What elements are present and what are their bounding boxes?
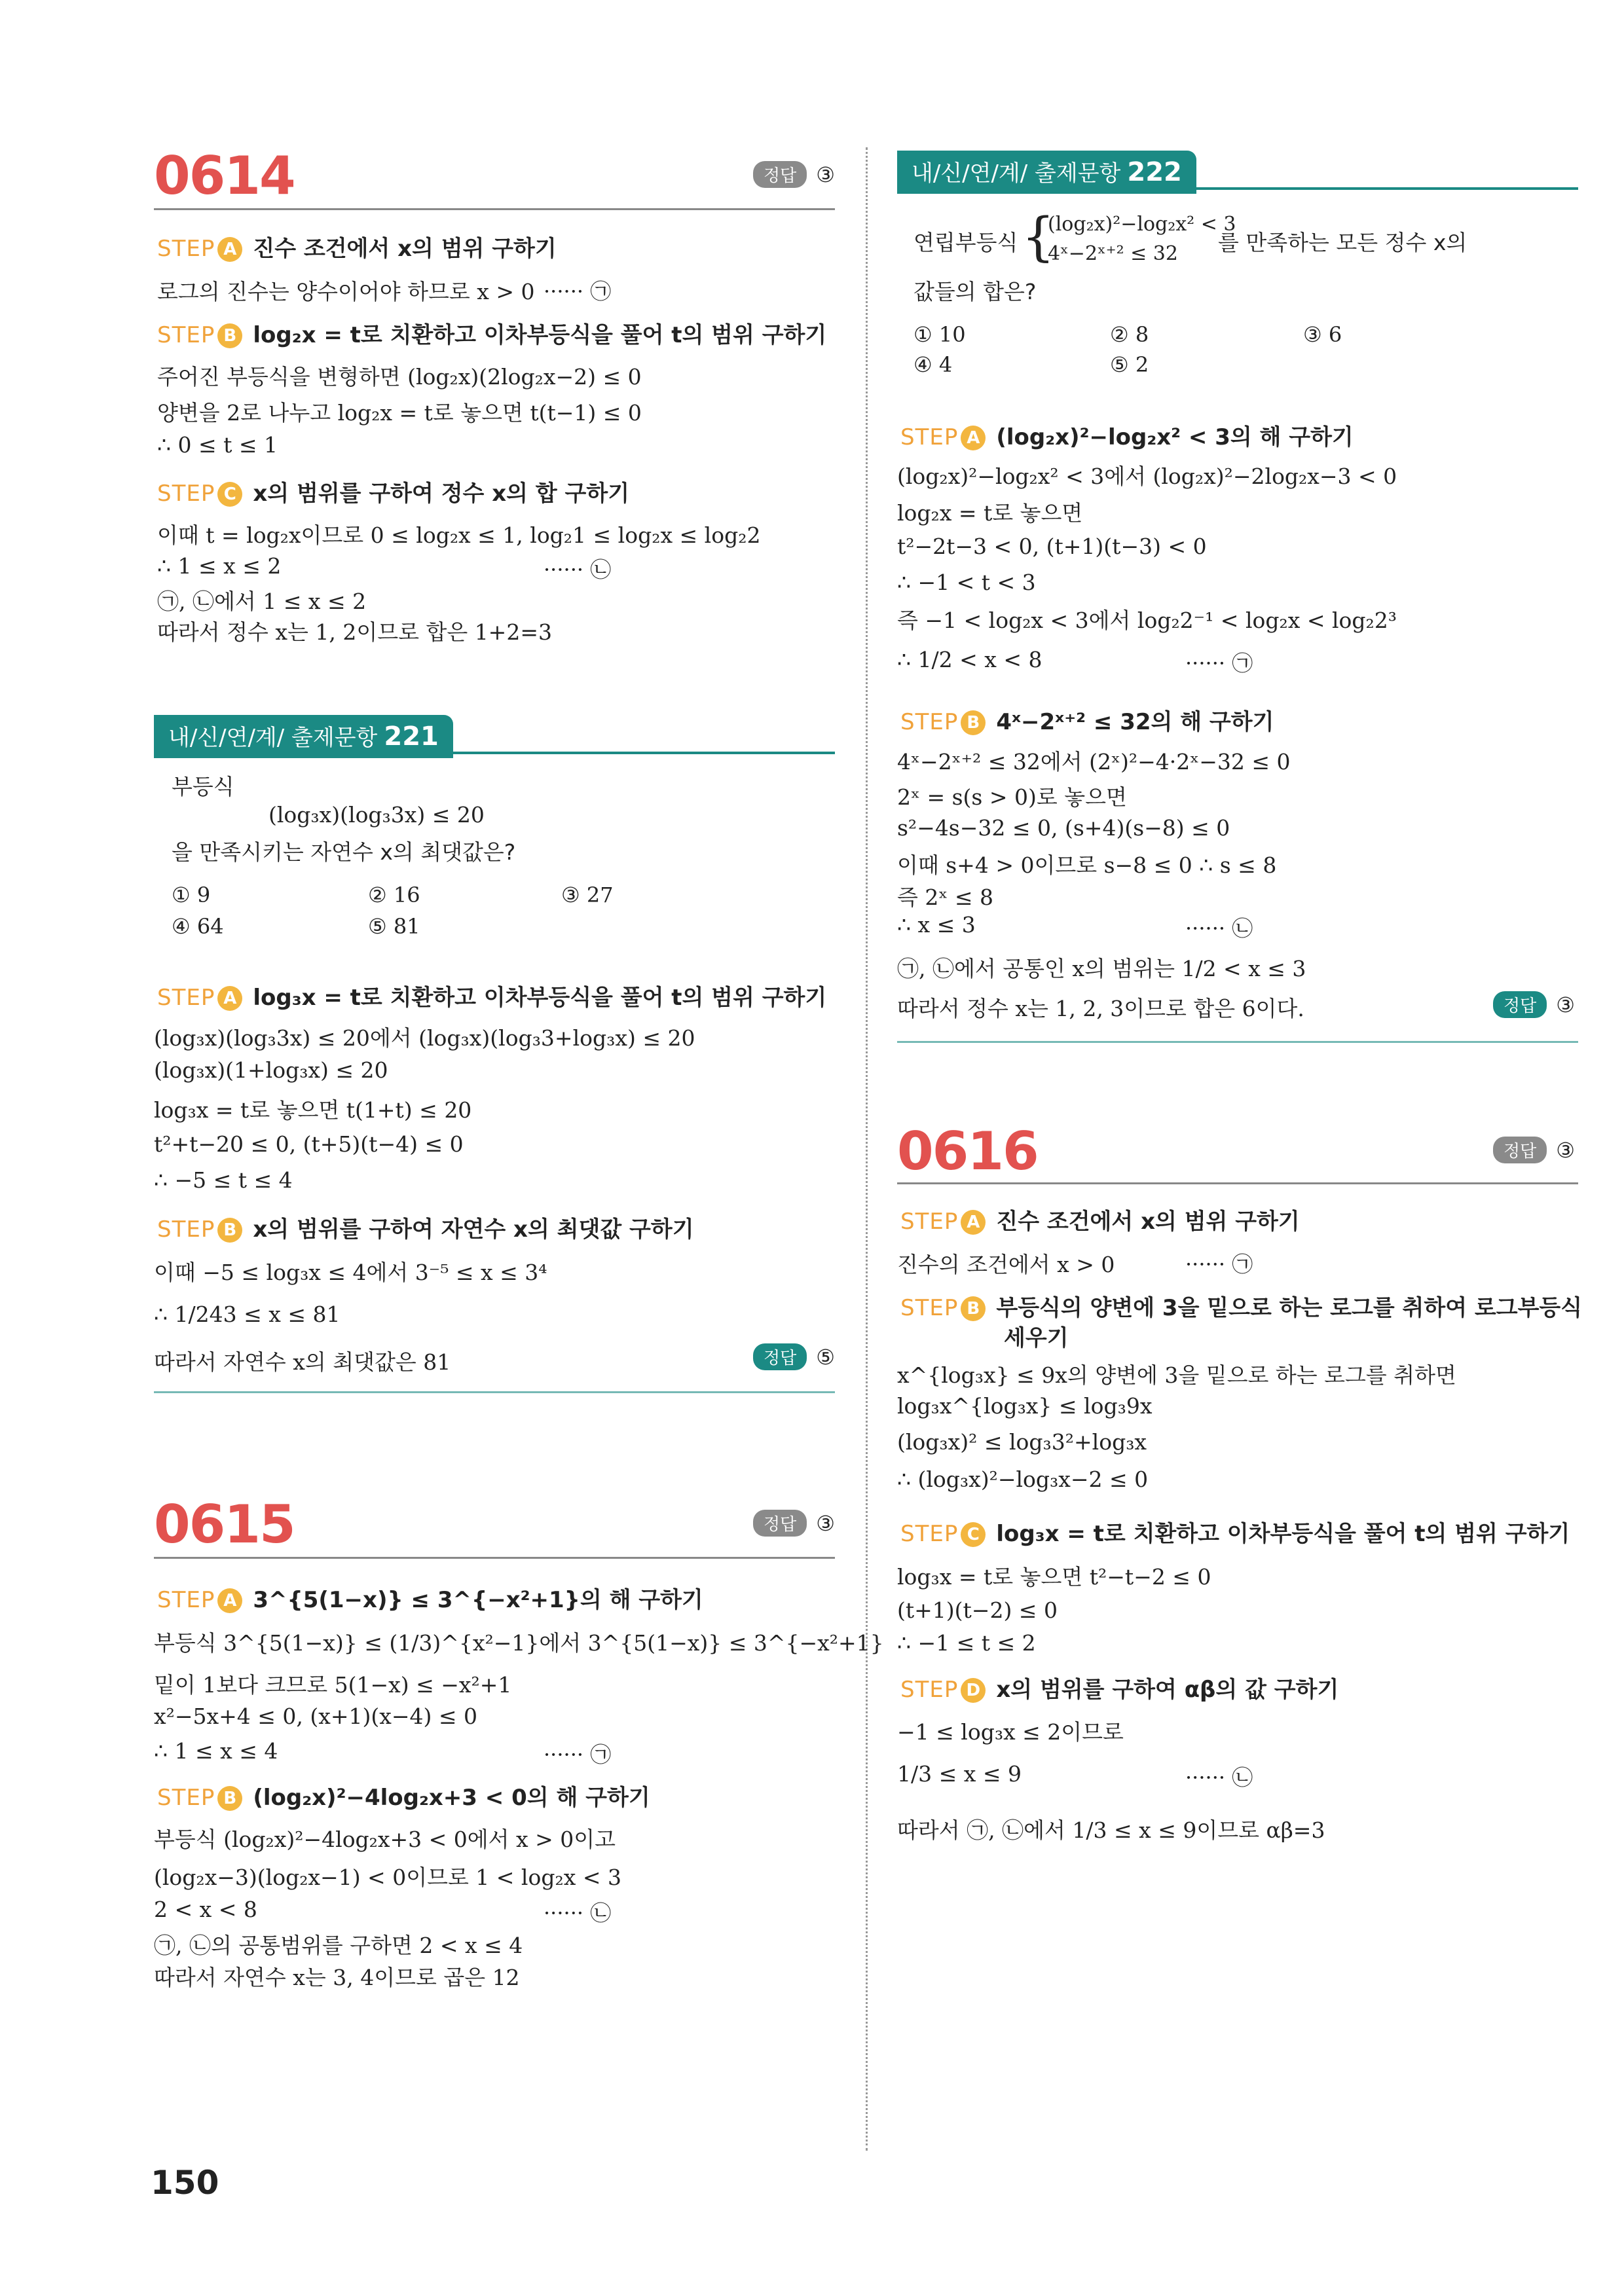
choice[interactable]: ① 9 xyxy=(172,883,211,907)
solution-line: log₃x = t로 놓으면 t(1+t) ≤ 20 xyxy=(154,1097,472,1123)
choice[interactable]: ② 8 xyxy=(1110,322,1149,347)
solution-line: 따라서 ㉠, ㉡에서 1/3 ≤ x ≤ 9이므로 αβ=3 xyxy=(897,1817,1325,1843)
step-a-heading: STEP A (log₂x)²−log₂x² < 3의 해 구하기 xyxy=(900,424,1354,450)
answer-badge: 정답 xyxy=(753,161,807,188)
equation-marker: ······ ㉡ xyxy=(544,1901,612,1925)
section-separator xyxy=(897,1041,1578,1043)
solution-line: ㉠, ㉡의 공통범위를 구하면 2 < x ≤ 4 xyxy=(154,1933,523,1958)
banner-rule xyxy=(1196,187,1578,190)
step-a-heading: STEP A 3^{5(1−x)} ≤ 3^{−x²+1}의 해 구하기 xyxy=(157,1587,703,1613)
step-c-heading: STEP C log₃x = t로 치환하고 이차부등식을 풀어 t의 범위 구하기 xyxy=(900,1521,1570,1547)
system-line-2: 4ˣ−2ˣ⁺² ≤ 32 xyxy=(1048,242,1178,265)
solution-line: 이때 −5 ≤ log₃x ≤ 4에서 3⁻⁵ ≤ x ≤ 3⁴ xyxy=(154,1260,547,1285)
problem-header-line xyxy=(154,208,835,210)
solution-line: 로그의 진수는 양수이어야 하므로 x > 0 xyxy=(157,279,535,304)
solution-line: (t+1)(t−2) ≤ 0 xyxy=(897,1597,1058,1623)
answer-badge: 정답 xyxy=(1493,1137,1547,1163)
equation-marker: ······ ㉠ xyxy=(1185,1252,1253,1277)
solution-line: s²−4s−32 ≤ 0, (s+4)(s−8) ≤ 0 xyxy=(897,815,1230,841)
step-c-heading: STEP C x의 범위를 구하여 정수 x의 합 구하기 xyxy=(157,481,630,507)
step-b-heading-cont: 세우기 xyxy=(1004,1325,1069,1351)
solution-line: (log₂x)²−log₂x² < 3에서 (log₂x)²−2log₂x−3 < 0 xyxy=(897,464,1397,489)
solution-line: ∴ 1/2 < x < 8 xyxy=(897,647,1043,672)
answer-tag xyxy=(753,1343,835,1370)
solution-line: ∴ 0 ≤ t ≤ 1 xyxy=(157,432,278,458)
question-text: 연립부등식 xyxy=(913,230,1018,255)
equation-marker: ······ ㉡ xyxy=(1185,1765,1253,1790)
choice[interactable]: ③ 27 xyxy=(561,883,614,907)
choice[interactable]: ④ 64 xyxy=(172,914,224,939)
solution-line: 1/3 ≤ x ≤ 9 xyxy=(897,1761,1022,1787)
solution-line: −1 ≤ log₃x ≤ 2이므로 xyxy=(897,1719,1124,1745)
solution-line: 4ˣ−2ˣ⁺² ≤ 32에서 (2ˣ)²−4·2ˣ−32 ≤ 0 xyxy=(897,749,1291,774)
solution-line: (log₃x)(log₃3x) ≤ 20에서 (log₃x)(log₃3+log₃x) ≤ 20 xyxy=(154,1025,695,1051)
system-line-1: (log₂x)²−log₂x² < 3 xyxy=(1048,213,1236,236)
linked-problem-banner xyxy=(897,151,1578,194)
choice[interactable]: ③ 6 xyxy=(1303,322,1342,347)
solution-line: ㉠, ㉡에서 1 ≤ x ≤ 2 xyxy=(157,589,367,614)
question-text: 를 만족하는 모든 정수 x의 xyxy=(1218,230,1467,255)
solution-line: (log₃x)² ≤ log₃3²+log₃x xyxy=(897,1429,1147,1455)
banner-rule xyxy=(453,752,835,754)
solution-line: t²+t−20 ≤ 0, (t+5)(t−4) ≤ 0 xyxy=(154,1131,464,1157)
question-formula: (log₃x)(log₃3x) ≤ 20 xyxy=(268,802,485,828)
solution-line: ∴ (log₃x)²−log₃x−2 ≤ 0 xyxy=(897,1467,1149,1492)
question-text: 값들의 합은? xyxy=(913,279,1037,304)
solution-line: ∴ −1 ≤ t ≤ 2 xyxy=(897,1630,1036,1656)
step-b-heading: STEP B x의 범위를 구하여 자연수 x의 최댓값 구하기 xyxy=(157,1216,694,1243)
choice[interactable]: ④ 4 xyxy=(913,352,953,377)
question-text: 을 만족시키는 자연수 x의 최댓값은? xyxy=(172,839,516,865)
problem-header-line xyxy=(897,1182,1578,1184)
answer-value: ③ xyxy=(816,162,835,187)
solution-line: ∴ x ≤ 3 xyxy=(897,912,976,938)
system-brace: { xyxy=(1022,206,1055,267)
solution-line: 2ˣ = s(s > 0)로 놓으면 xyxy=(897,784,1127,810)
step-b-heading: STEP B 4ˣ−2ˣ⁺² ≤ 32의 해 구하기 xyxy=(900,709,1274,735)
solution-line: log₃x = t로 놓으면 t²−t−2 ≤ 0 xyxy=(897,1564,1211,1590)
column-divider xyxy=(866,147,868,2151)
solution-line: ㉠, ㉡에서 공통인 x의 범위는 1/2 < x ≤ 3 xyxy=(897,956,1306,981)
solution-line: log₂x = t로 놓으면 xyxy=(897,500,1083,526)
solution-line: ∴ 1 ≤ x ≤ 4 xyxy=(154,1738,278,1764)
solution-line: 부등식 (log₂x)²−4log₂x+3 < 0에서 x > 0이고 xyxy=(154,1827,616,1852)
problem-number: 0615 xyxy=(154,1494,295,1555)
solution-line: ∴ 1 ≤ x ≤ 2 xyxy=(157,553,282,579)
solution-line: 밑이 1보다 크므로 5(1−x) ≤ −x²+1 xyxy=(154,1672,512,1698)
solution-line: 즉 −1 < log₂x < 3에서 log₂2⁻¹ < log₂x < log₂2³ xyxy=(897,608,1397,633)
solution-line: t²−2t−3 < 0, (t+1)(t−3) < 0 xyxy=(897,534,1207,559)
step-b-heading: STEP B (log₂x)²−4log₂x+3 < 0의 해 구하기 xyxy=(157,1785,650,1811)
solution-line: 양변을 2로 나누고 log₂x = t로 놓으면 t(t−1) ≤ 0 xyxy=(157,400,642,426)
banner-tab: 내/신/연/계/ 출제문항 222 xyxy=(897,151,1196,194)
solution-line: 부등식 3^{5(1−x)} ≤ (1/3)^{x²−1}에서 3^{5(1−x)} ≤ 3^{−x²+1} xyxy=(154,1630,884,1656)
choice[interactable]: ② 16 xyxy=(368,883,420,907)
solution-line: 따라서 자연수 x는 3, 4이므로 곱은 12 xyxy=(154,1965,520,1990)
section-separator xyxy=(154,1391,835,1393)
solution-line: 이때 t = log₂x이므로 0 ≤ log₂x ≤ 1, log₂1 ≤ log₂x ≤ log₂2 xyxy=(157,522,761,548)
answer-value: ③ xyxy=(1556,1137,1575,1163)
solution-line: 따라서 정수 x는 1, 2, 3이므로 합은 6이다. xyxy=(897,996,1304,1021)
solution-line: 이때 s+4 > 0이므로 s−8 ≤ 0 ∴ s ≤ 8 xyxy=(897,852,1277,878)
step-a-heading: STEP A 진수 조건에서 x의 범위 구하기 xyxy=(157,236,557,262)
solution-line: (log₂x−3)(log₂x−1) < 0이므로 1 < log₂x < 3 xyxy=(154,1865,621,1890)
answer-tag xyxy=(1493,1137,1575,1163)
solution-line: ∴ 1/243 ≤ x ≤ 81 xyxy=(154,1302,341,1327)
answer-value: ③ xyxy=(816,1510,835,1536)
solution-line: ∴ −1 < t < 3 xyxy=(897,570,1036,595)
banner-tab: 내/신/연/계/ 출제문항 221 xyxy=(154,715,453,758)
solution-line: 진수의 조건에서 x > 0 xyxy=(897,1252,1115,1277)
equation-marker: ······ ㉠ xyxy=(544,279,612,304)
solution-line: 따라서 자연수 x의 최댓값은 81 xyxy=(154,1349,451,1375)
answer-badge: 정답 xyxy=(1493,991,1547,1018)
solution-line: log₃x^{log₃x} ≤ log₃9x xyxy=(897,1393,1153,1419)
step-b-heading: STEP B 부등식의 양변에 3을 밑으로 하는 로그를 취하여 로그부등식 xyxy=(900,1295,1583,1321)
solution-line: 2 < x < 8 xyxy=(154,1897,257,1922)
equation-marker: ······ ㉠ xyxy=(544,1742,612,1767)
solution-line: (log₃x)(1+log₃x) ≤ 20 xyxy=(154,1057,388,1083)
step-b-heading: STEP B log₂x = t로 치환하고 이차부등식을 풀어 t의 범위 구하기 xyxy=(157,322,827,348)
answer-tag xyxy=(1493,991,1575,1018)
equation-marker: ······ ㉡ xyxy=(544,557,612,582)
problem-number: 0616 xyxy=(897,1121,1038,1182)
linked-problem-banner xyxy=(154,715,835,758)
answer-badge: 정답 xyxy=(753,1343,807,1370)
solution-line: x²−5x+4 ≤ 0, (x+1)(x−4) ≤ 0 xyxy=(154,1704,477,1729)
answer-value: ③ xyxy=(1556,992,1575,1017)
step-a-heading: STEP A 진수 조건에서 x의 범위 구하기 xyxy=(900,1209,1300,1235)
choice[interactable]: ⑤ 2 xyxy=(1110,352,1149,377)
step-a-heading: STEP A log₃x = t로 치환하고 이차부등식을 풀어 t의 범위 구하기 xyxy=(157,985,827,1011)
problem-number: 0614 xyxy=(154,145,295,206)
choice[interactable]: ① 10 xyxy=(913,322,966,347)
solution-line: 따라서 정수 x는 1, 2이므로 합은 1+2=3 xyxy=(157,619,552,645)
answer-value: ⑤ xyxy=(816,1344,835,1370)
question-text: 부등식 xyxy=(172,774,234,799)
problem-header-line xyxy=(154,1557,835,1559)
solution-line: x^{log₃x} ≤ 9x의 양변에 3을 밑으로 하는 로그를 취하면 xyxy=(897,1362,1456,1388)
equation-marker: ······ ㉠ xyxy=(1185,651,1253,676)
step-d-heading: STEP D x의 범위를 구하여 αβ의 값 구하기 xyxy=(900,1677,1339,1703)
solution-line: 주어진 부등식을 변형하면 (log₂x)(2log₂x−2) ≤ 0 xyxy=(157,364,642,390)
answer-badge: 정답 xyxy=(753,1510,807,1537)
page-number: 150 xyxy=(151,2164,219,2202)
solution-line: 즉 2ˣ ≤ 8 xyxy=(897,884,993,910)
choice[interactable]: ⑤ 81 xyxy=(368,914,420,939)
equation-marker: ······ ㉡ xyxy=(1185,916,1253,941)
answer-tag xyxy=(753,1510,835,1537)
solution-line: ∴ −5 ≤ t ≤ 4 xyxy=(154,1167,293,1193)
answer-tag xyxy=(753,161,835,188)
